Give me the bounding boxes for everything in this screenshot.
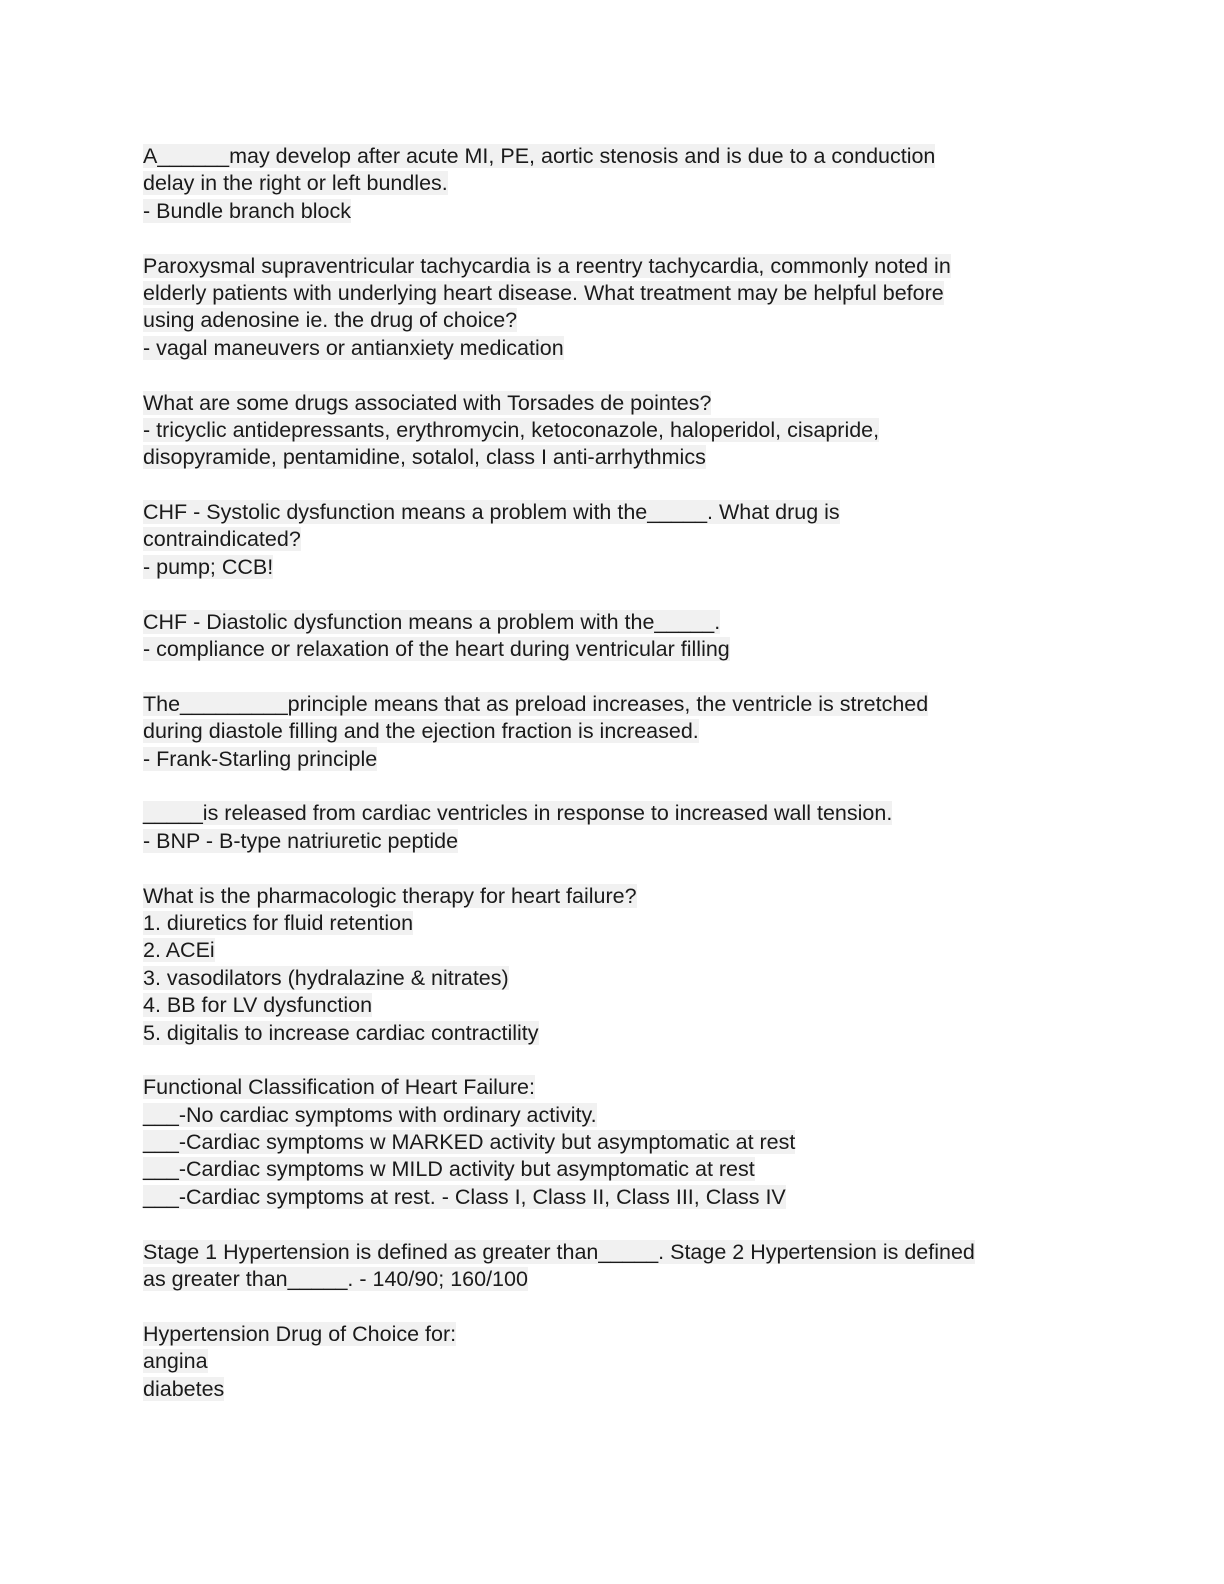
text-line: ___-Cardiac symptoms w MILD activity but asymptomatic at rest	[143, 1157, 755, 1182]
text-line: disopyramide, pentamidine, sotalol, class I anti-arrhythmics	[143, 445, 706, 470]
spacer	[143, 225, 1083, 252]
text-line: CHF - Diastolic dysfunction means a problem with the_____.	[143, 609, 721, 634]
spacer	[143, 663, 1083, 690]
text-line: ___-Cardiac symptoms w MARKED activity but asymptomatic at rest	[143, 1130, 796, 1155]
text-line: 1. diuretics for fluid retention	[143, 910, 414, 935]
document-body	[143, 143, 1083, 1403]
card-frank-starling	[143, 691, 1083, 773]
text-line: 3. vasodilators (hydralazine & nitrates)	[143, 965, 509, 990]
text-line: - compliance or relaxation of the heart during ventricular filling	[143, 637, 730, 662]
spacer	[143, 362, 1083, 389]
text-line: Stage 1 Hypertension is defined as greater than_____. Stage 2 Hypertension is defined	[143, 1239, 975, 1264]
text-line: _____is released from cardiac ventricles in response to increased wall tension.	[143, 801, 893, 826]
card-diastolic-dysfunction	[143, 609, 1083, 664]
card-psvt	[143, 253, 1083, 363]
text-line: using adenosine ie. the drug of choice?	[143, 308, 518, 333]
text-line: delay in the right or left bundles.	[143, 171, 448, 196]
text-line: 5. digitalis to increase cardiac contractility	[143, 1020, 539, 1045]
spacer	[143, 581, 1083, 608]
text-line: 4. BB for LV dysfunction	[143, 993, 373, 1018]
text-line: What is the pharmacologic therapy for heart failure?	[143, 883, 637, 908]
card-hf-therapy	[143, 883, 1083, 1047]
text-line: contraindicated?	[143, 527, 301, 552]
spacer	[143, 1211, 1083, 1238]
text-line: Functional Classification of Heart Failure:	[143, 1075, 535, 1100]
text-line: - Bundle branch block	[143, 198, 351, 223]
text-line: - Frank-Starling principle	[143, 746, 378, 771]
card-torsades	[143, 390, 1083, 472]
card-functional-classification	[143, 1074, 1083, 1211]
card-bundle-branch-block	[143, 143, 1083, 225]
text-line: - tricyclic antidepressants, erythromycin, ketoconazole, haloperidol, cisapride,	[143, 417, 880, 442]
text-line: What are some drugs associated with Torsades de pointes?	[143, 390, 712, 415]
text-line: as greater than_____. - 140/90; 160/100	[143, 1267, 528, 1292]
text-line: ___-No cardiac symptoms with ordinary activity.	[143, 1102, 597, 1127]
text-line: during diastole filling and the ejection fraction is increased.	[143, 719, 699, 744]
spacer	[143, 1293, 1083, 1320]
card-hypertension-drug-choice	[143, 1321, 1083, 1403]
spacer	[143, 773, 1083, 800]
spacer	[143, 855, 1083, 882]
card-bnp	[143, 800, 1083, 855]
text-line: The_________principle means that as preload increases, the ventricle is stretched	[143, 691, 929, 716]
text-line: 2. ACEi	[143, 938, 215, 963]
text-line: Paroxysmal supraventricular tachycardia is a reentry tachycardia, commonly noted in	[143, 253, 951, 278]
card-hypertension-stages	[143, 1239, 1083, 1294]
text-line: - vagal maneuvers or antianxiety medication	[143, 335, 564, 360]
text-line: CHF - Systolic dysfunction means a problem with the_____. What drug is	[143, 500, 840, 525]
text-line: angina	[143, 1349, 208, 1374]
text-line: diabetes	[143, 1376, 225, 1401]
spacer	[143, 472, 1083, 499]
text-line: Hypertension Drug of Choice for:	[143, 1321, 457, 1346]
text-line: - pump; CCB!	[143, 554, 274, 579]
text-line: - BNP - B-type natriuretic peptide	[143, 828, 459, 853]
spacer	[143, 1047, 1083, 1074]
card-systolic-dysfunction	[143, 499, 1083, 581]
text-line: elderly patients with underlying heart disease. What treatment may be helpful before	[143, 280, 944, 305]
text-line: ___-Cardiac symptoms at rest. - Class I, Class II, Class III, Class IV	[143, 1184, 786, 1209]
text-line: A______may develop after acute MI, PE, aortic stenosis and is due to a conduction	[143, 144, 936, 168]
